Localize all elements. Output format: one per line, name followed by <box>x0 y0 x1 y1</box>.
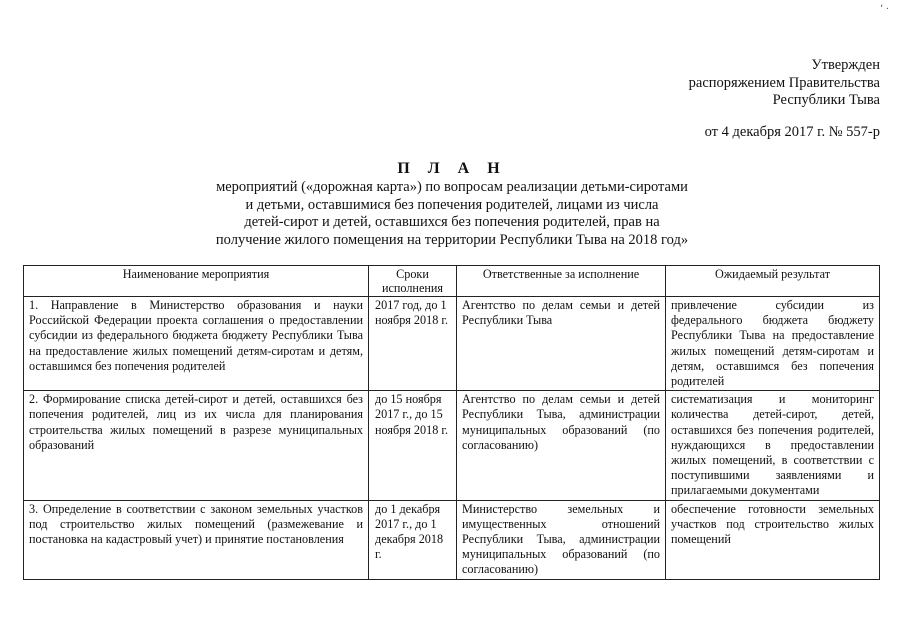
row-name-cell: 2. Формирование списка детей-сирот и детей, оставшихся без попечения родителей, лиц из их числа для планирования строительства жилых помещений в разрезе муниципальных образований <box>24 391 369 500</box>
subtitle-line: и детьми, оставшимися без попечения родителей, лицами из числа <box>245 196 659 213</box>
row-result-cell: привлечение субсидии из федерального бюджета бюджету Республики Тыва на предоставление жилых помещений детям-сиротам и детям, оставшимся без попечения родителей <box>666 297 880 391</box>
row-result-cell: систематизация и мониторинг количества детей-сирот, детей, оставшихся без попечения родителей, нуждающихся в предоставлении жилых помещений, в соответствии с поступившими заявлениями и прилагаемыми документами <box>666 391 880 500</box>
approval-line-order: распоряжением Правительства <box>688 74 880 91</box>
plan-subtitle <box>140 179 764 249</box>
row-deadline-cell: до 1 декабря 2017 г., до 1 декабря 2018 г. <box>369 500 457 579</box>
row-name-cell: 3. Определение в соответствии с законом земельных участков под строительство жилых помещений (размежевание и постановка на кадастровый учет) и принятие постановления <box>24 500 369 579</box>
header-name: Наименование мероприятия <box>24 266 369 297</box>
row-deadline-cell: 2017 год, до 1 ноября 2018 г. <box>369 297 457 391</box>
subtitle-line: мероприятий («дорожная карта») по вопросам реализации детьми-сиротами <box>216 179 688 195</box>
approval-line-date: от 4 декабря 2017 г. № 557-р <box>704 123 880 140</box>
plan-title: П Л А Н <box>397 160 507 177</box>
table-row <box>24 500 880 579</box>
subtitle-line: получение жилого помещения на территории Республики Тыва на 2018 год» <box>215 231 689 248</box>
header-deadline: Сроки исполнения <box>369 266 457 297</box>
table-row <box>24 297 880 391</box>
approval-stamp <box>640 57 880 141</box>
approval-line-republic: Республики Тыва <box>772 92 880 108</box>
row-name-cell: 1. Направление в Министерство образования и науки Российской Федерации проекта соглашения о предоставлении субсидии из федерального бюджета бюджету Республики Тыва на предоставление жилых помещений детям-сиротам и детям, оставшимся без попечения родителей <box>24 297 369 391</box>
plan-table <box>23 265 880 580</box>
row-responsible-cell: Агентство по делам семьи и детей Республики Тыва, администрации муниципальных образований (по согласованию) <box>457 391 666 500</box>
subtitle-line: детей-сирот и детей, оставшихся без попечения родителей, прав на <box>244 214 660 230</box>
row-deadline-cell: до 15 ноября 2017 г., до 15 ноября 2018 г. <box>369 391 457 500</box>
header-responsible: Ответственные за исполнение <box>457 266 666 297</box>
row-responsible-cell: Агентство по делам семьи и детей Республики Тыва <box>457 297 666 391</box>
approval-line-approved: Утвержден <box>811 57 880 73</box>
table-header-row <box>24 266 880 297</box>
header-result: Ожидаемый результат <box>666 266 880 297</box>
row-responsible-cell: Министерство земельных и имущественных отношений Республики Тыва, администрации муниципальных образований (по согласованию) <box>457 500 666 579</box>
table-row <box>24 391 880 500</box>
row-result-cell: обеспечение готовности земельных участков под строительство жилых помещений <box>666 500 880 579</box>
corner-mark: ٬ · <box>880 4 890 15</box>
